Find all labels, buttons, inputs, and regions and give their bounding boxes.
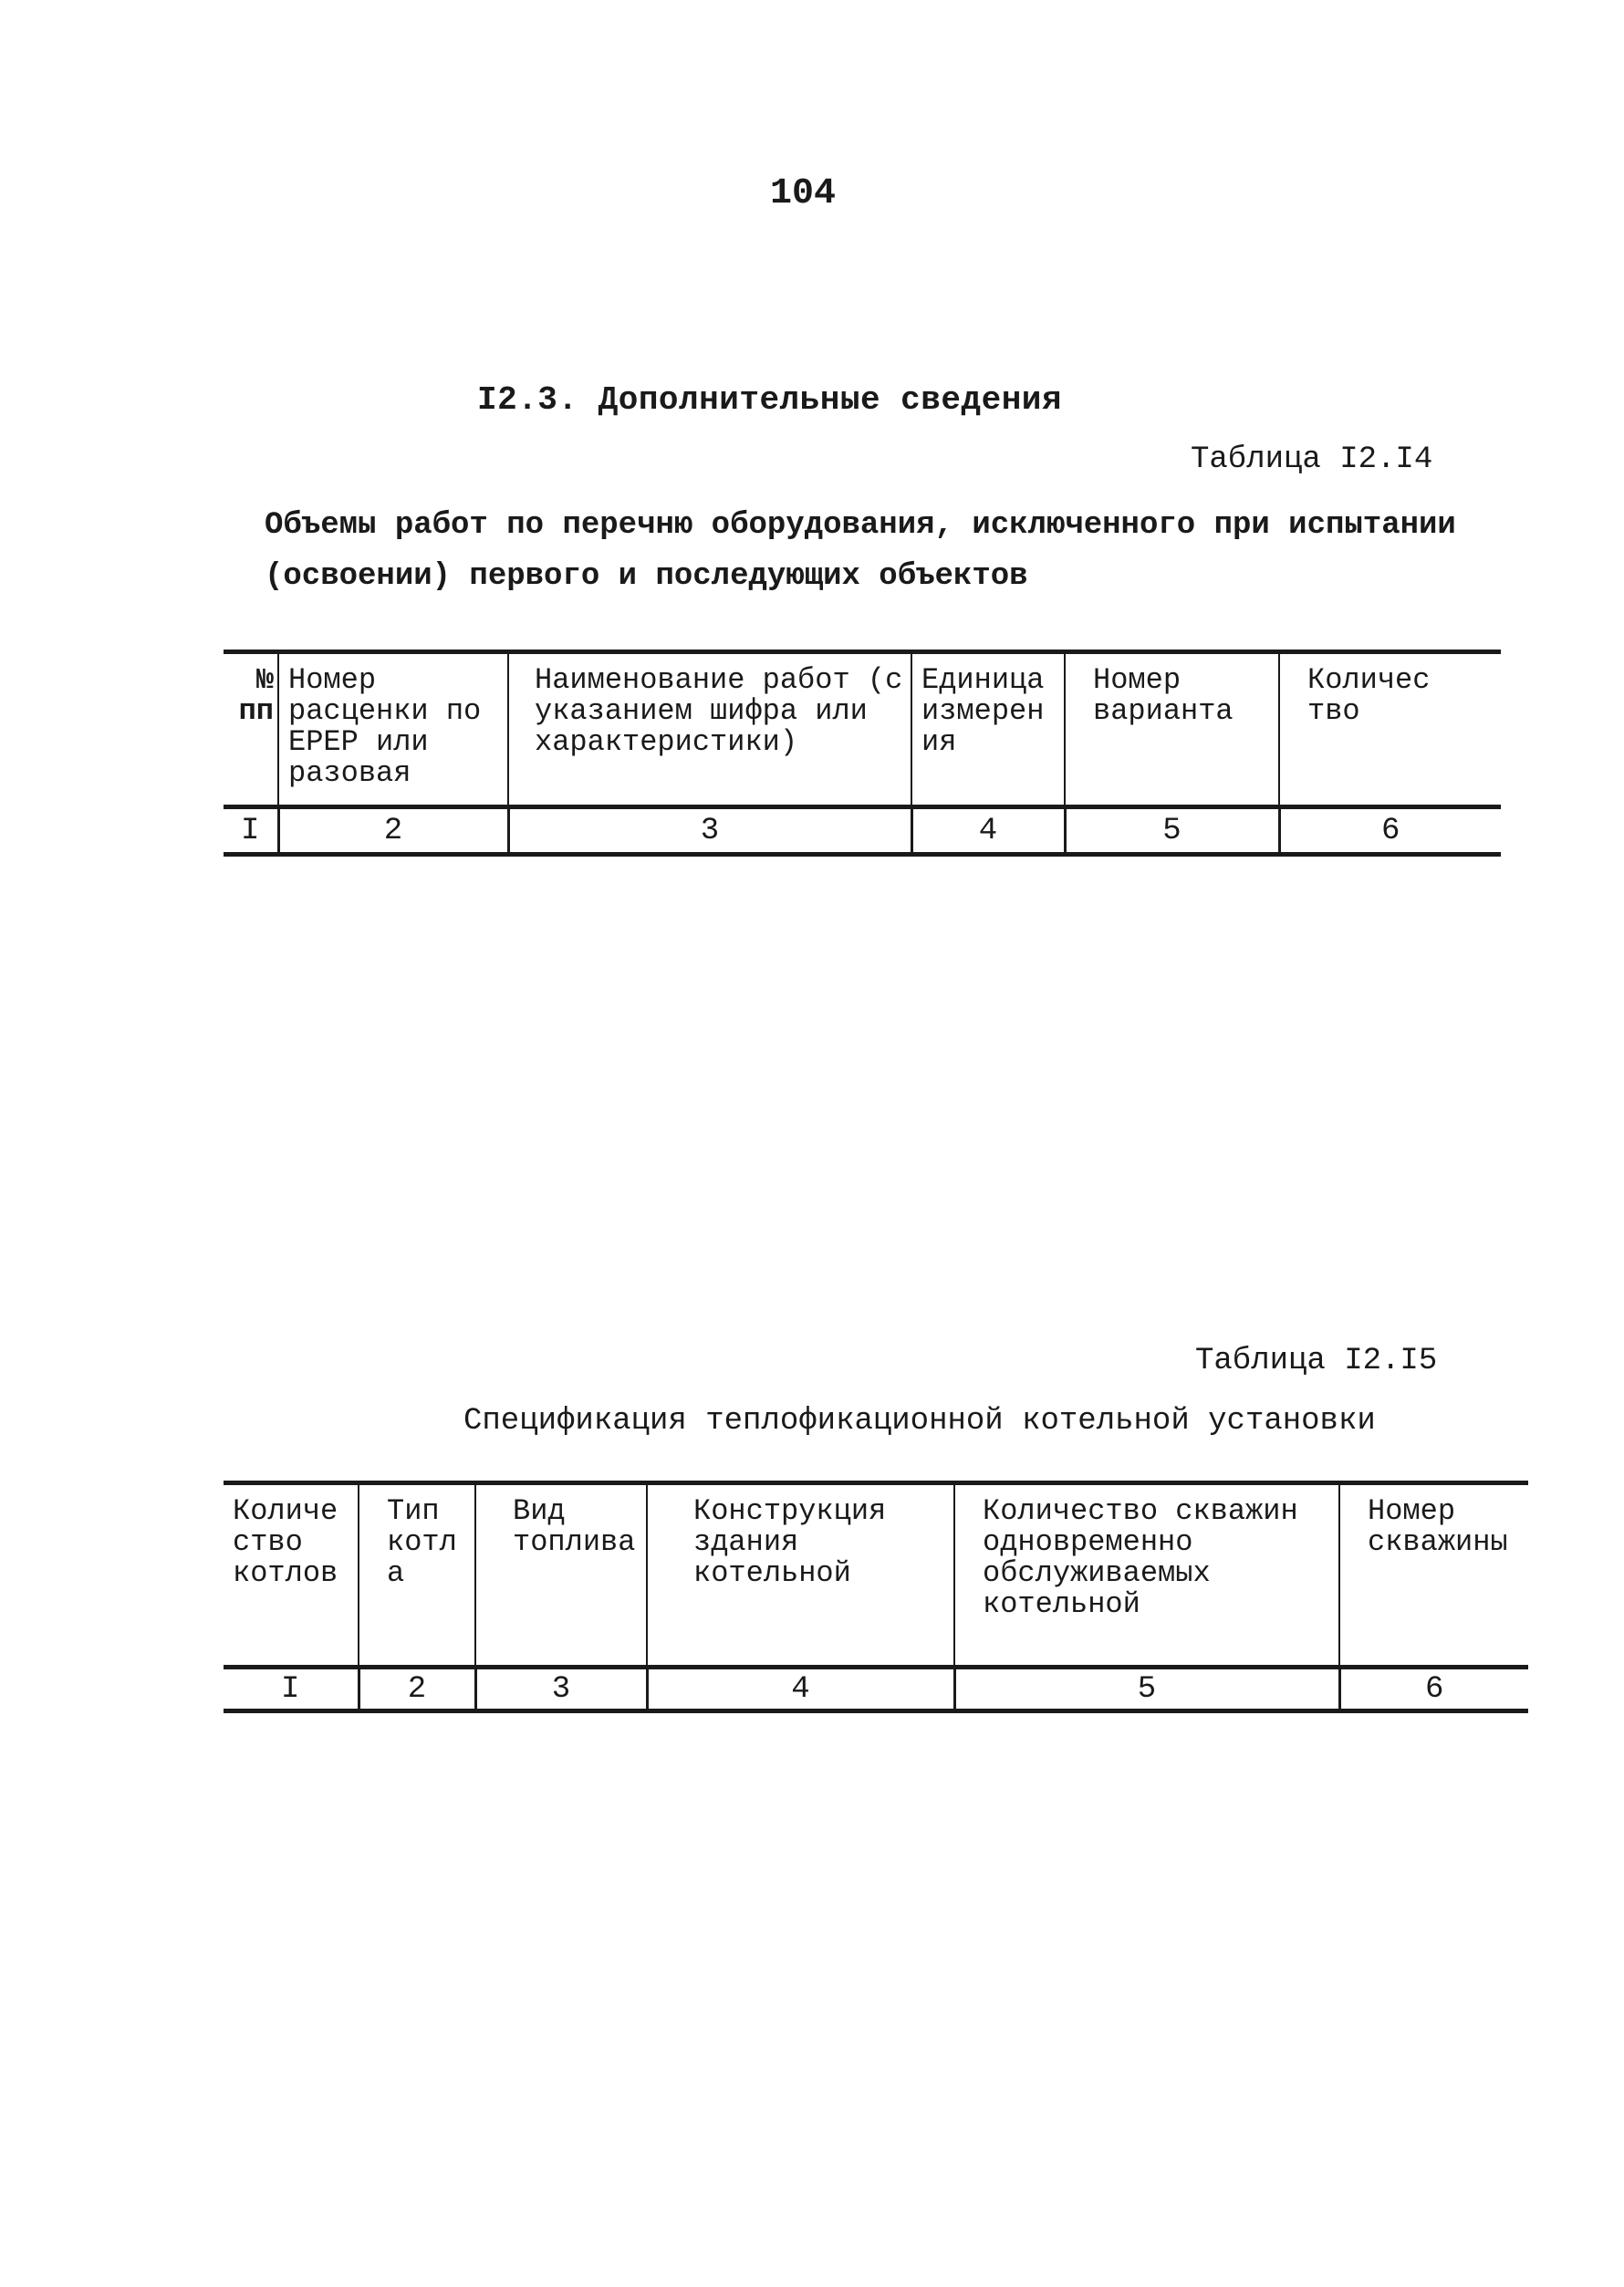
table1-header-price-code: Номер расценки по ЕРЕР или разовая <box>278 652 508 807</box>
table1-caption-line2: (освоении) первого и последующих объектов <box>265 559 1028 594</box>
table1-caption-line1: Объемы работ по перечню оборудования, исключенного при испытании <box>265 508 1456 543</box>
table2-col-number-6: 6 <box>1339 1668 1528 1711</box>
table1-col-number-1: I <box>224 807 278 855</box>
table2-header-wells-count: Количество скважин одновременно обслуживаемых котельной <box>954 1483 1339 1668</box>
table2-header-fuel-type: Вид топлива <box>475 1483 647 1668</box>
table1-header-variant: Номер варианта <box>1065 652 1279 807</box>
table1-header-work-name: Наименование работ (с указанием шифра или характеристики) <box>508 652 911 807</box>
table1-label: Таблица I2.I4 <box>1191 442 1433 477</box>
table2 <box>224 1481 1528 1713</box>
table2-col-number-4: 4 <box>647 1668 954 1711</box>
table2-col-number-1: I <box>224 1668 359 1711</box>
table2-col-number-3: 3 <box>475 1668 647 1711</box>
table1-caption <box>265 500 1456 602</box>
table2-header-building-design: Конструкция здания котельной <box>647 1483 954 1668</box>
table1-header-number: № пп <box>224 652 278 807</box>
table2-col-number-5: 5 <box>954 1668 1339 1711</box>
table2-label: Таблица I2.I5 <box>1195 1344 1438 1378</box>
table1-col-number-4: 4 <box>911 807 1065 855</box>
page-number: 104 <box>769 173 836 214</box>
table2-header-well-number: Номер скважины <box>1339 1483 1528 1668</box>
table1 <box>224 650 1501 857</box>
table1-col-number-2: 2 <box>278 807 508 855</box>
table2-header-boiler-type: Тип котла <box>359 1483 475 1668</box>
table1-col-number-5: 5 <box>1065 807 1279 855</box>
section-title: I2.3. Дополнительные сведения <box>477 381 1063 419</box>
table1-header-unit: Единица измерения <box>911 652 1065 807</box>
table2-col-number-2: 2 <box>359 1668 475 1711</box>
table2-caption: Спецификация теплофикационной котельной установки <box>463 1404 1376 1439</box>
table1-col-number-6: 6 <box>1279 807 1501 855</box>
table1-header-quantity: Количество <box>1279 652 1501 807</box>
table1-col-number-3: 3 <box>508 807 911 855</box>
table2-header-boiler-count: Количество котлов <box>224 1483 359 1668</box>
